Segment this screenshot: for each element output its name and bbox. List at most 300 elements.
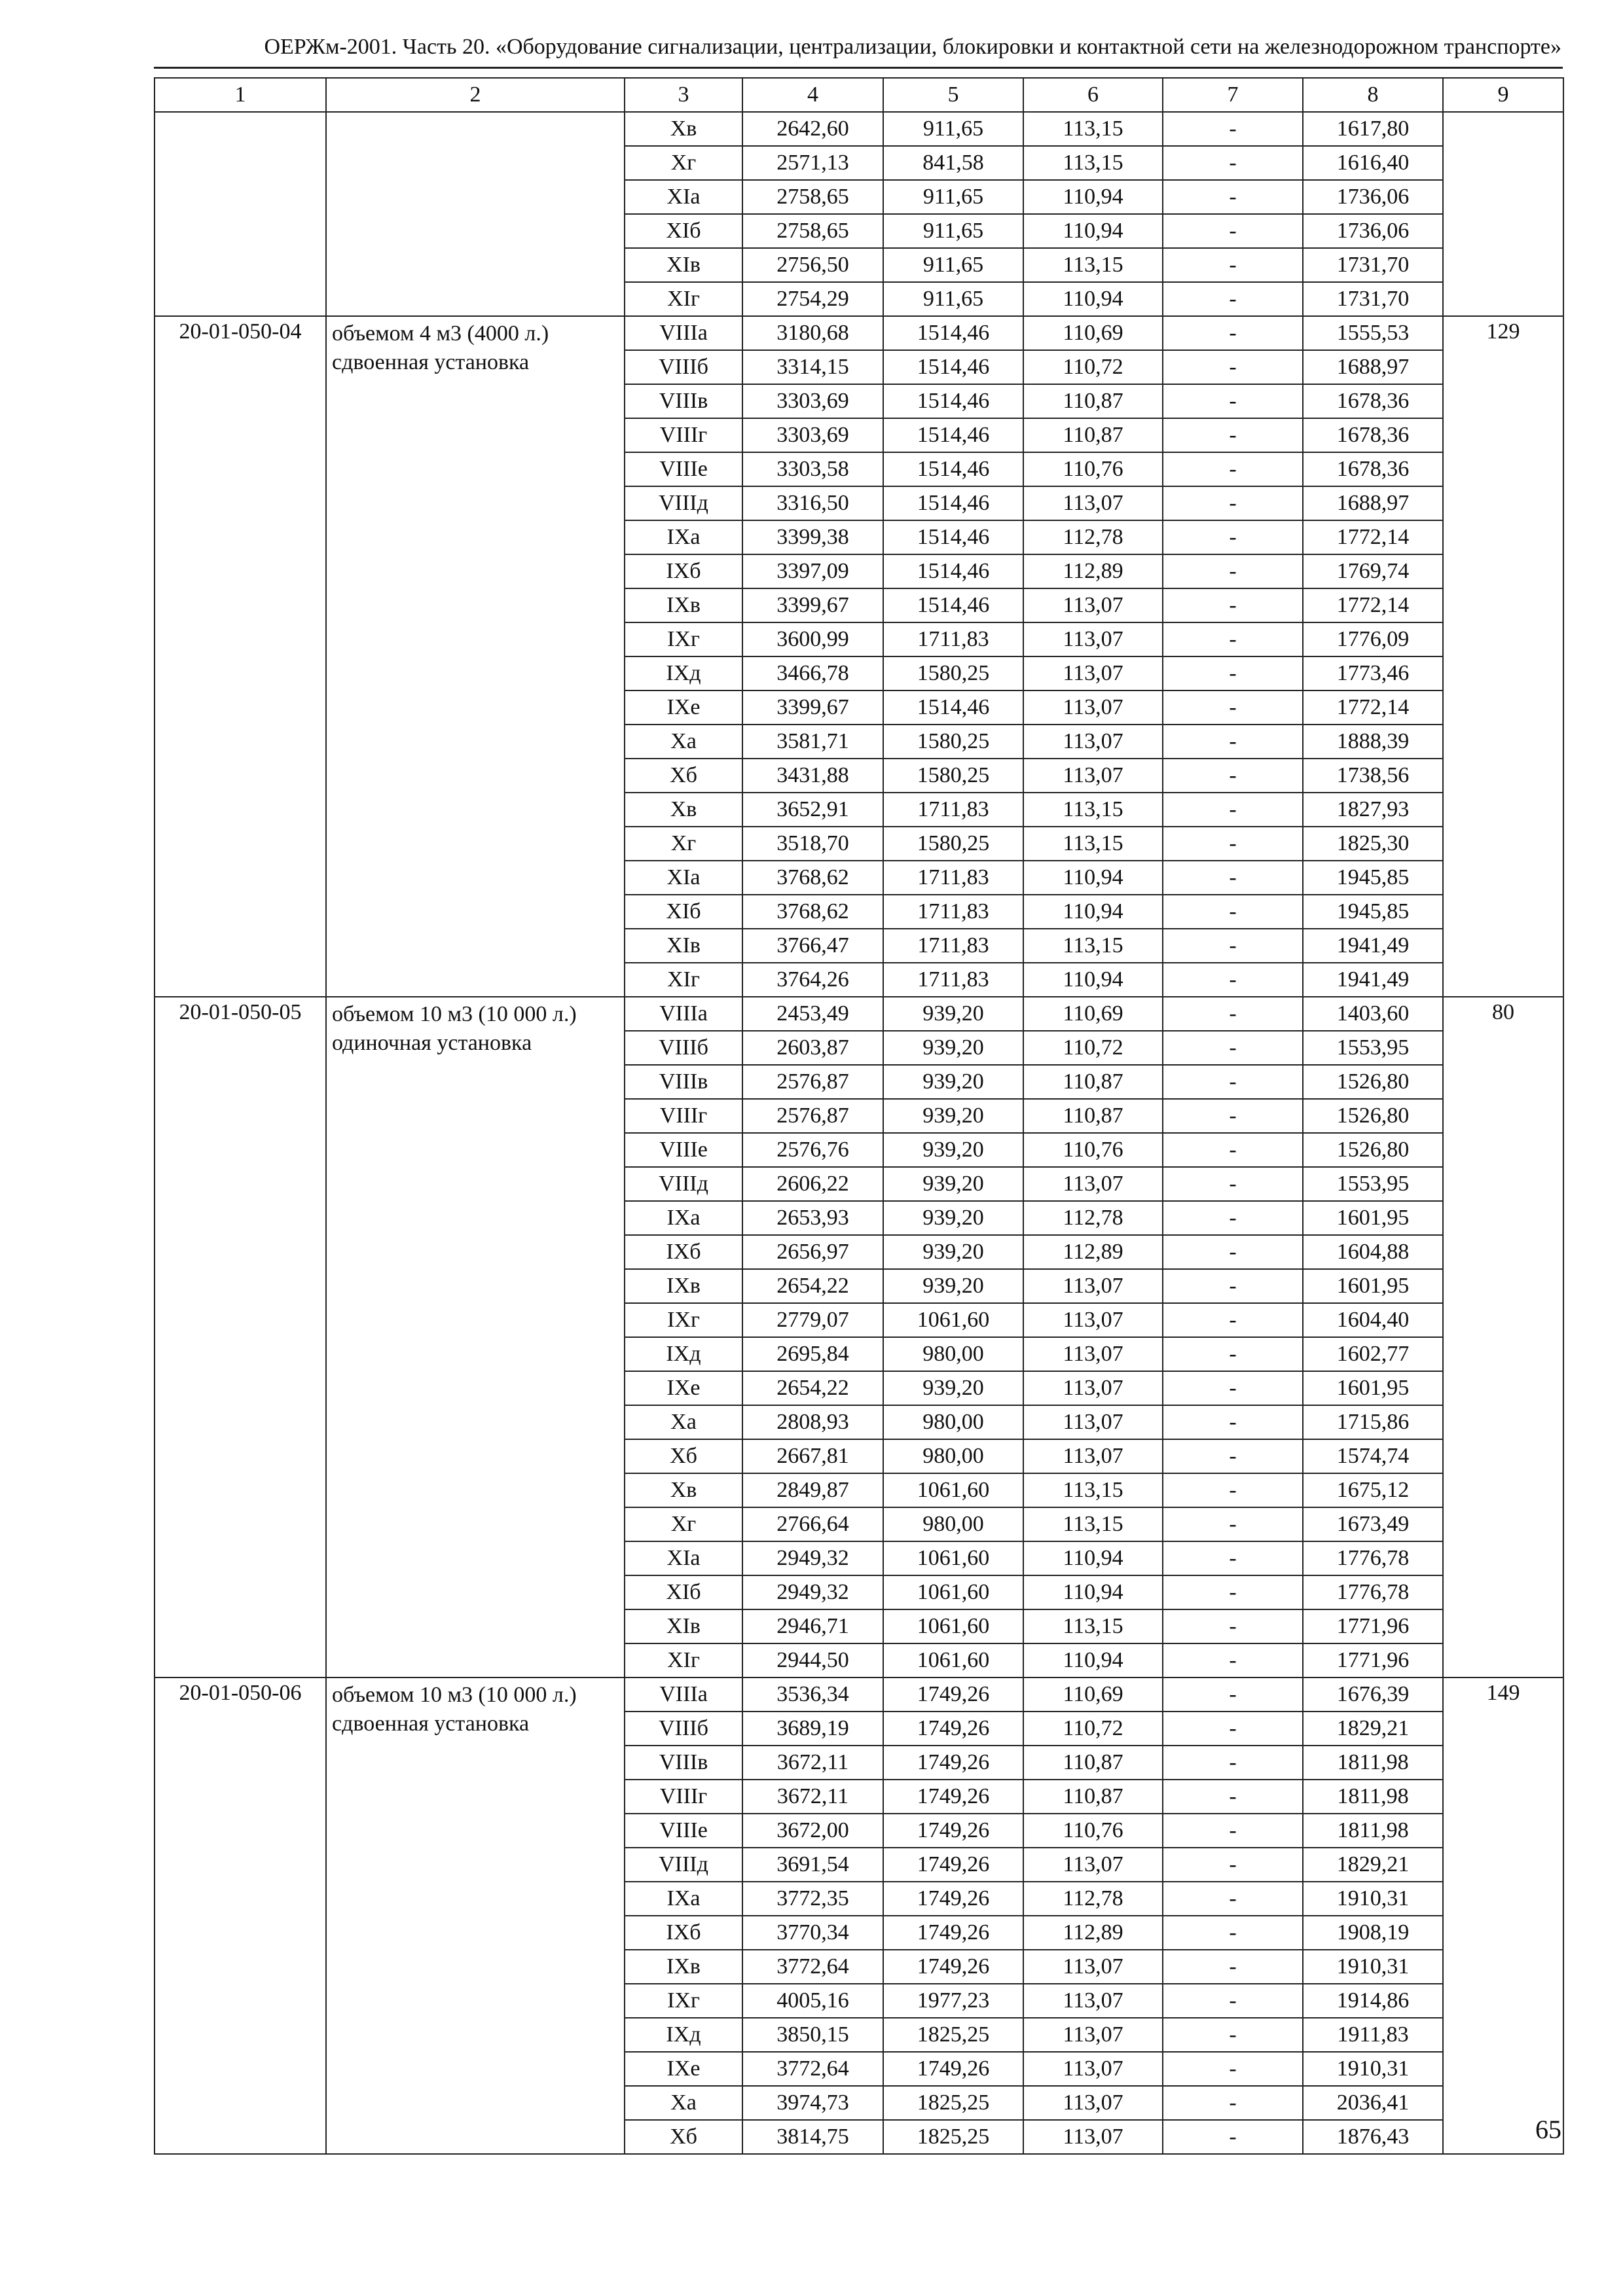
zone-cell: IХб — [625, 1916, 742, 1950]
table-row — [155, 1677, 1563, 1712]
value-cell: - — [1163, 1405, 1303, 1439]
header-rule — [154, 67, 1563, 69]
value-cell: 113,15 — [1023, 929, 1163, 963]
zone-cell: VIIIд — [625, 1167, 742, 1201]
value-cell: 1771,96 — [1303, 1609, 1443, 1643]
value-cell: 1776,78 — [1303, 1541, 1443, 1575]
value-cell: - — [1163, 1882, 1303, 1916]
value-cell: 1715,86 — [1303, 1405, 1443, 1439]
value-cell: 1827,93 — [1303, 793, 1443, 827]
value-cell: 113,07 — [1023, 1405, 1163, 1439]
value-cell: 3314,15 — [742, 350, 883, 384]
value-cell: 3518,70 — [742, 827, 883, 861]
value-cell: 112,89 — [1023, 554, 1163, 588]
value-cell: - — [1163, 1541, 1303, 1575]
zone-cell: VIIIв — [625, 1746, 742, 1780]
page-number: 65 — [1535, 2115, 1561, 2144]
value-cell: 1675,12 — [1303, 1473, 1443, 1507]
value-cell: 113,07 — [1023, 1269, 1163, 1303]
value-cell: 1876,43 — [1303, 2120, 1443, 2154]
value-cell: 1555,53 — [1303, 316, 1443, 350]
value-cell: 1945,85 — [1303, 895, 1443, 929]
value-cell: 1731,70 — [1303, 248, 1443, 282]
value-cell: - — [1163, 146, 1303, 180]
value-cell: 1580,25 — [883, 759, 1023, 793]
value-cell: 1580,25 — [883, 827, 1023, 861]
value-cell: 1749,26 — [883, 1780, 1023, 1814]
rate-code-cell: 20-01-050-05 — [155, 997, 326, 1677]
value-cell: 1514,46 — [883, 350, 1023, 384]
value-cell: 1616,40 — [1303, 146, 1443, 180]
zone-cell: VIIIа — [625, 316, 742, 350]
rate-code-cell — [155, 112, 326, 316]
zone-cell: Хб — [625, 759, 742, 793]
value-cell: - — [1163, 316, 1303, 350]
value-cell: - — [1163, 895, 1303, 929]
value-cell: - — [1163, 588, 1303, 622]
value-cell: 2576,87 — [742, 1065, 883, 1099]
value-cell: 113,07 — [1023, 1848, 1163, 1882]
value-cell: 939,20 — [883, 1167, 1023, 1201]
column-number-row — [155, 78, 1563, 112]
zone-cell: Хв — [625, 112, 742, 146]
value-cell: - — [1163, 1303, 1303, 1337]
value-cell: 3814,75 — [742, 2120, 883, 2154]
zone-cell: Хб — [625, 2120, 742, 2154]
value-cell: 110,87 — [1023, 1099, 1163, 1133]
value-cell: 3974,73 — [742, 2086, 883, 2120]
value-cell: - — [1163, 691, 1303, 725]
zone-cell: IХе — [625, 691, 742, 725]
zone-cell: Хв — [625, 1473, 742, 1507]
value-cell: 112,78 — [1023, 1201, 1163, 1235]
value-cell: 1749,26 — [883, 1677, 1023, 1712]
value-cell: 1514,46 — [883, 418, 1023, 452]
value-cell: 113,07 — [1023, 691, 1163, 725]
zone-cell: VIIIг — [625, 1099, 742, 1133]
value-cell: 1061,60 — [883, 1575, 1023, 1609]
value-cell: 113,15 — [1023, 1473, 1163, 1507]
value-cell: - — [1163, 2086, 1303, 2120]
value-cell: 3772,64 — [742, 2052, 883, 2086]
value-cell: 1825,25 — [883, 2120, 1023, 2154]
value-cell: 939,20 — [883, 1031, 1023, 1065]
value-cell: 2949,32 — [742, 1575, 883, 1609]
value-cell: 1771,96 — [1303, 1643, 1443, 1677]
value-cell: - — [1163, 2120, 1303, 2154]
table-row — [155, 997, 1563, 1031]
zone-cell: VIIIв — [625, 384, 742, 418]
zone-cell: VIIIг — [625, 1780, 742, 1814]
value-cell: 1749,26 — [883, 1916, 1023, 1950]
value-cell: 3770,34 — [742, 1916, 883, 1950]
value-cell: 1736,06 — [1303, 180, 1443, 214]
value-cell: 939,20 — [883, 1201, 1023, 1235]
value-cell: 1749,26 — [883, 1882, 1023, 1916]
value-cell: 113,07 — [1023, 759, 1163, 793]
value-cell: 1580,25 — [883, 725, 1023, 759]
value-cell: 1773,46 — [1303, 656, 1443, 691]
value-cell: - — [1163, 1439, 1303, 1473]
value-cell: 113,07 — [1023, 486, 1163, 520]
value-cell: 110,87 — [1023, 418, 1163, 452]
value-cell: 2808,93 — [742, 1405, 883, 1439]
value-cell: 113,07 — [1023, 1303, 1163, 1337]
value-cell: 1731,70 — [1303, 282, 1443, 316]
value-cell: 1711,83 — [883, 963, 1023, 997]
value-cell: 113,07 — [1023, 2086, 1163, 2120]
zone-cell: IХг — [625, 1303, 742, 1337]
value-cell: - — [1163, 997, 1303, 1031]
zone-cell: Ха — [625, 1405, 742, 1439]
value-cell: - — [1163, 1099, 1303, 1133]
value-cell: 113,07 — [1023, 622, 1163, 656]
zone-cell: VIIIб — [625, 350, 742, 384]
value-cell: - — [1163, 929, 1303, 963]
value-cell: 1514,46 — [883, 486, 1023, 520]
description-cell: объемом 10 м3 (10 000 л.) одиночная установка — [326, 997, 625, 1677]
value-cell: 3766,47 — [742, 929, 883, 963]
value-cell: - — [1163, 248, 1303, 282]
value-cell: - — [1163, 759, 1303, 793]
value-cell: 1738,56 — [1303, 759, 1443, 793]
zone-cell: Хв — [625, 793, 742, 827]
value-cell: 2944,50 — [742, 1643, 883, 1677]
zone-cell: VIIIб — [625, 1712, 742, 1746]
zone-cell: ХIг — [625, 282, 742, 316]
value-cell: 1749,26 — [883, 1712, 1023, 1746]
value-cell: 1711,83 — [883, 622, 1023, 656]
value-cell: 1678,36 — [1303, 452, 1443, 486]
value-cell: 1678,36 — [1303, 418, 1443, 452]
value-cell: - — [1163, 1746, 1303, 1780]
value-cell: 1769,74 — [1303, 554, 1443, 588]
value-cell: 3303,69 — [742, 384, 883, 418]
value-cell: 110,94 — [1023, 214, 1163, 248]
value-cell: 3652,91 — [742, 793, 883, 827]
value-cell: 939,20 — [883, 997, 1023, 1031]
value-cell: - — [1163, 2018, 1303, 2052]
value-cell: 110,69 — [1023, 316, 1163, 350]
column-number-cell: 3 — [625, 78, 742, 112]
zone-cell: Хг — [625, 146, 742, 180]
value-cell: 3536,34 — [742, 1677, 883, 1712]
value-cell: 2606,22 — [742, 1167, 883, 1201]
col9-cell: 129 — [1443, 316, 1563, 997]
value-cell: 113,07 — [1023, 1371, 1163, 1405]
description-cell — [326, 112, 625, 316]
value-cell: 110,72 — [1023, 1031, 1163, 1065]
value-cell: 110,94 — [1023, 861, 1163, 895]
value-cell: 1888,39 — [1303, 725, 1443, 759]
value-cell: 113,07 — [1023, 588, 1163, 622]
value-cell: 1910,31 — [1303, 2052, 1443, 2086]
value-cell: 911,65 — [883, 282, 1023, 316]
value-cell: 1688,97 — [1303, 350, 1443, 384]
value-cell: 113,15 — [1023, 146, 1163, 180]
value-cell: - — [1163, 2052, 1303, 2086]
value-cell: 1514,46 — [883, 554, 1023, 588]
value-cell: 3180,68 — [742, 316, 883, 350]
zone-cell: IХг — [625, 622, 742, 656]
value-cell: 980,00 — [883, 1337, 1023, 1371]
col9-cell: 149 — [1443, 1677, 1563, 2154]
value-cell: 113,07 — [1023, 725, 1163, 759]
value-cell: 1676,39 — [1303, 1677, 1443, 1712]
zone-cell: ХIг — [625, 1643, 742, 1677]
zone-cell: Ха — [625, 725, 742, 759]
value-cell: 1941,49 — [1303, 963, 1443, 997]
value-cell: 1776,78 — [1303, 1575, 1443, 1609]
value-cell: 3689,19 — [742, 1712, 883, 1746]
zone-cell: IХв — [625, 588, 742, 622]
value-cell: 1910,31 — [1303, 1950, 1443, 1984]
value-cell: 1688,97 — [1303, 486, 1443, 520]
value-cell: 2654,22 — [742, 1269, 883, 1303]
value-cell: 113,07 — [1023, 2052, 1163, 2086]
value-cell: 1061,60 — [883, 1473, 1023, 1507]
value-cell: 939,20 — [883, 1133, 1023, 1167]
value-cell: 1736,06 — [1303, 214, 1443, 248]
value-cell: 939,20 — [883, 1269, 1023, 1303]
rates-table — [154, 77, 1564, 2155]
value-cell: 110,94 — [1023, 1541, 1163, 1575]
value-cell: 1711,83 — [883, 929, 1023, 963]
value-cell: 112,78 — [1023, 1882, 1163, 1916]
value-cell: 3768,62 — [742, 861, 883, 895]
value-cell: 110,94 — [1023, 180, 1163, 214]
value-cell: - — [1163, 1950, 1303, 1984]
value-cell: - — [1163, 1235, 1303, 1269]
value-cell: 113,15 — [1023, 1507, 1163, 1541]
value-cell: 1977,23 — [883, 1984, 1023, 2018]
value-cell: 1941,49 — [1303, 929, 1443, 963]
value-cell: 1749,26 — [883, 1950, 1023, 1984]
value-cell: 1604,88 — [1303, 1235, 1443, 1269]
value-cell: 2754,29 — [742, 282, 883, 316]
zone-cell: IХа — [625, 1201, 742, 1235]
value-cell: 1811,98 — [1303, 1814, 1443, 1848]
value-cell: 3303,58 — [742, 452, 883, 486]
description-cell: объемом 4 м3 (4000 л.) сдвоенная установка — [326, 316, 625, 997]
value-cell: 113,07 — [1023, 1167, 1163, 1201]
value-cell: 1776,09 — [1303, 622, 1443, 656]
value-cell: 911,65 — [883, 180, 1023, 214]
zone-cell: Хб — [625, 1439, 742, 1473]
value-cell: - — [1163, 1371, 1303, 1405]
zone-cell: ХIг — [625, 963, 742, 997]
value-cell: 1061,60 — [883, 1303, 1023, 1337]
column-number-cell: 6 — [1023, 78, 1163, 112]
value-cell: 3581,71 — [742, 725, 883, 759]
value-cell: 110,94 — [1023, 1643, 1163, 1677]
value-cell: 113,07 — [1023, 1950, 1163, 1984]
value-cell: 1403,60 — [1303, 997, 1443, 1031]
value-cell: 911,65 — [883, 248, 1023, 282]
zone-cell: ХIа — [625, 180, 742, 214]
value-cell: - — [1163, 963, 1303, 997]
value-cell: - — [1163, 1065, 1303, 1099]
value-cell: 110,76 — [1023, 452, 1163, 486]
value-cell: 113,07 — [1023, 2120, 1163, 2154]
value-cell: 2766,64 — [742, 1507, 883, 1541]
value-cell: 1553,95 — [1303, 1031, 1443, 1065]
value-cell: 110,69 — [1023, 1677, 1163, 1712]
value-cell: 1772,14 — [1303, 691, 1443, 725]
value-cell: 2576,76 — [742, 1133, 883, 1167]
value-cell: 2946,71 — [742, 1609, 883, 1643]
column-number-cell: 1 — [155, 78, 326, 112]
value-cell: - — [1163, 827, 1303, 861]
value-cell: 939,20 — [883, 1065, 1023, 1099]
value-cell: 2453,49 — [742, 997, 883, 1031]
zone-cell: VIIIе — [625, 452, 742, 486]
zone-cell: IХа — [625, 1882, 742, 1916]
table-row — [155, 316, 1563, 350]
zone-cell: ХIб — [625, 214, 742, 248]
zone-cell: ХIв — [625, 1609, 742, 1643]
value-cell: 113,07 — [1023, 1439, 1163, 1473]
value-cell: 2571,13 — [742, 146, 883, 180]
value-cell: - — [1163, 1677, 1303, 1712]
value-cell: 110,76 — [1023, 1814, 1163, 1848]
zone-cell: ХIб — [625, 895, 742, 929]
value-cell: 110,72 — [1023, 1712, 1163, 1746]
value-cell: 3691,54 — [742, 1848, 883, 1882]
value-cell: 3672,11 — [742, 1780, 883, 1814]
value-cell: 113,07 — [1023, 1984, 1163, 2018]
value-cell: 2603,87 — [742, 1031, 883, 1065]
col9-cell — [1443, 112, 1563, 316]
value-cell: 113,15 — [1023, 112, 1163, 146]
zone-cell: ХIв — [625, 929, 742, 963]
table-body — [155, 78, 1563, 2154]
value-cell: 113,07 — [1023, 1337, 1163, 1371]
value-cell: - — [1163, 1780, 1303, 1814]
zone-cell: ХIв — [625, 248, 742, 282]
value-cell: 112,78 — [1023, 520, 1163, 554]
value-cell: 3672,11 — [742, 1746, 883, 1780]
zone-cell: IХе — [625, 2052, 742, 2086]
value-cell: 1061,60 — [883, 1609, 1023, 1643]
value-cell: 2576,87 — [742, 1099, 883, 1133]
value-cell: 1580,25 — [883, 656, 1023, 691]
value-cell: 1914,86 — [1303, 1984, 1443, 2018]
value-cell: 939,20 — [883, 1235, 1023, 1269]
value-cell: 1514,46 — [883, 520, 1023, 554]
value-cell: 1574,74 — [1303, 1439, 1443, 1473]
value-cell: 1811,98 — [1303, 1780, 1443, 1814]
column-number-cell: 7 — [1163, 78, 1303, 112]
zone-cell: VIIIе — [625, 1814, 742, 1848]
zone-cell: Хг — [625, 1507, 742, 1541]
rate-code-cell: 20-01-050-06 — [155, 1677, 326, 2154]
value-cell: - — [1163, 350, 1303, 384]
zone-cell: IХв — [625, 1950, 742, 1984]
value-cell: - — [1163, 520, 1303, 554]
value-cell: 939,20 — [883, 1371, 1023, 1405]
value-cell: - — [1163, 1473, 1303, 1507]
value-cell: 110,87 — [1023, 1065, 1163, 1099]
table-row — [155, 112, 1563, 146]
value-cell: - — [1163, 1133, 1303, 1167]
value-cell: - — [1163, 180, 1303, 214]
zone-cell: VIIIд — [625, 1848, 742, 1882]
value-cell: - — [1163, 1814, 1303, 1848]
value-cell: 1825,25 — [883, 2018, 1023, 2052]
column-number-cell: 8 — [1303, 78, 1443, 112]
value-cell: 911,65 — [883, 214, 1023, 248]
zone-cell: ХIб — [625, 1575, 742, 1609]
value-cell: - — [1163, 486, 1303, 520]
value-cell: 1772,14 — [1303, 588, 1443, 622]
zone-cell: Ха — [625, 2086, 742, 2120]
value-cell: 1601,95 — [1303, 1371, 1443, 1405]
value-cell: 2758,65 — [742, 214, 883, 248]
value-cell: 1061,60 — [883, 1643, 1023, 1677]
value-cell: 1749,26 — [883, 1746, 1023, 1780]
value-cell: 1602,77 — [1303, 1337, 1443, 1371]
value-cell: - — [1163, 1575, 1303, 1609]
zone-cell: IХа — [625, 520, 742, 554]
value-cell: 3431,88 — [742, 759, 883, 793]
value-cell: 1749,26 — [883, 1814, 1023, 1848]
zone-cell: IХе — [625, 1371, 742, 1405]
value-cell: 113,07 — [1023, 2018, 1163, 2052]
column-number-cell: 5 — [883, 78, 1023, 112]
value-cell: 3768,62 — [742, 895, 883, 929]
value-cell: 1514,46 — [883, 588, 1023, 622]
value-cell: - — [1163, 282, 1303, 316]
zone-cell: VIIIд — [625, 486, 742, 520]
value-cell: - — [1163, 452, 1303, 486]
value-cell: 3397,09 — [742, 554, 883, 588]
rate-code-cell: 20-01-050-04 — [155, 316, 326, 997]
col9-cell: 80 — [1443, 997, 1563, 1677]
value-cell: 113,15 — [1023, 793, 1163, 827]
value-cell: - — [1163, 793, 1303, 827]
value-cell: - — [1163, 861, 1303, 895]
value-cell: 1829,21 — [1303, 1712, 1443, 1746]
value-cell: 1617,80 — [1303, 112, 1443, 146]
value-cell: - — [1163, 1916, 1303, 1950]
value-cell: 1604,40 — [1303, 1303, 1443, 1337]
zone-cell: VIIIе — [625, 1133, 742, 1167]
value-cell: 1829,21 — [1303, 1848, 1443, 1882]
zone-cell: IХг — [625, 1984, 742, 2018]
value-cell: 1711,83 — [883, 895, 1023, 929]
value-cell: 2654,22 — [742, 1371, 883, 1405]
value-cell: 2949,32 — [742, 1541, 883, 1575]
zone-cell: VIIIг — [625, 418, 742, 452]
zone-cell: VIIIа — [625, 997, 742, 1031]
value-cell: 110,94 — [1023, 1575, 1163, 1609]
value-cell: 110,94 — [1023, 895, 1163, 929]
value-cell: 1514,46 — [883, 316, 1023, 350]
value-cell: 2653,93 — [742, 1201, 883, 1235]
value-cell: 980,00 — [883, 1405, 1023, 1439]
value-cell: 3399,67 — [742, 691, 883, 725]
value-cell: 2656,97 — [742, 1235, 883, 1269]
value-cell: 1526,80 — [1303, 1133, 1443, 1167]
value-cell: - — [1163, 1984, 1303, 2018]
value-cell: 2758,65 — [742, 180, 883, 214]
value-cell: 980,00 — [883, 1439, 1023, 1473]
value-cell: - — [1163, 1712, 1303, 1746]
value-cell: - — [1163, 1031, 1303, 1065]
value-cell: 110,87 — [1023, 1780, 1163, 1814]
value-cell: 1825,25 — [883, 2086, 1023, 2120]
